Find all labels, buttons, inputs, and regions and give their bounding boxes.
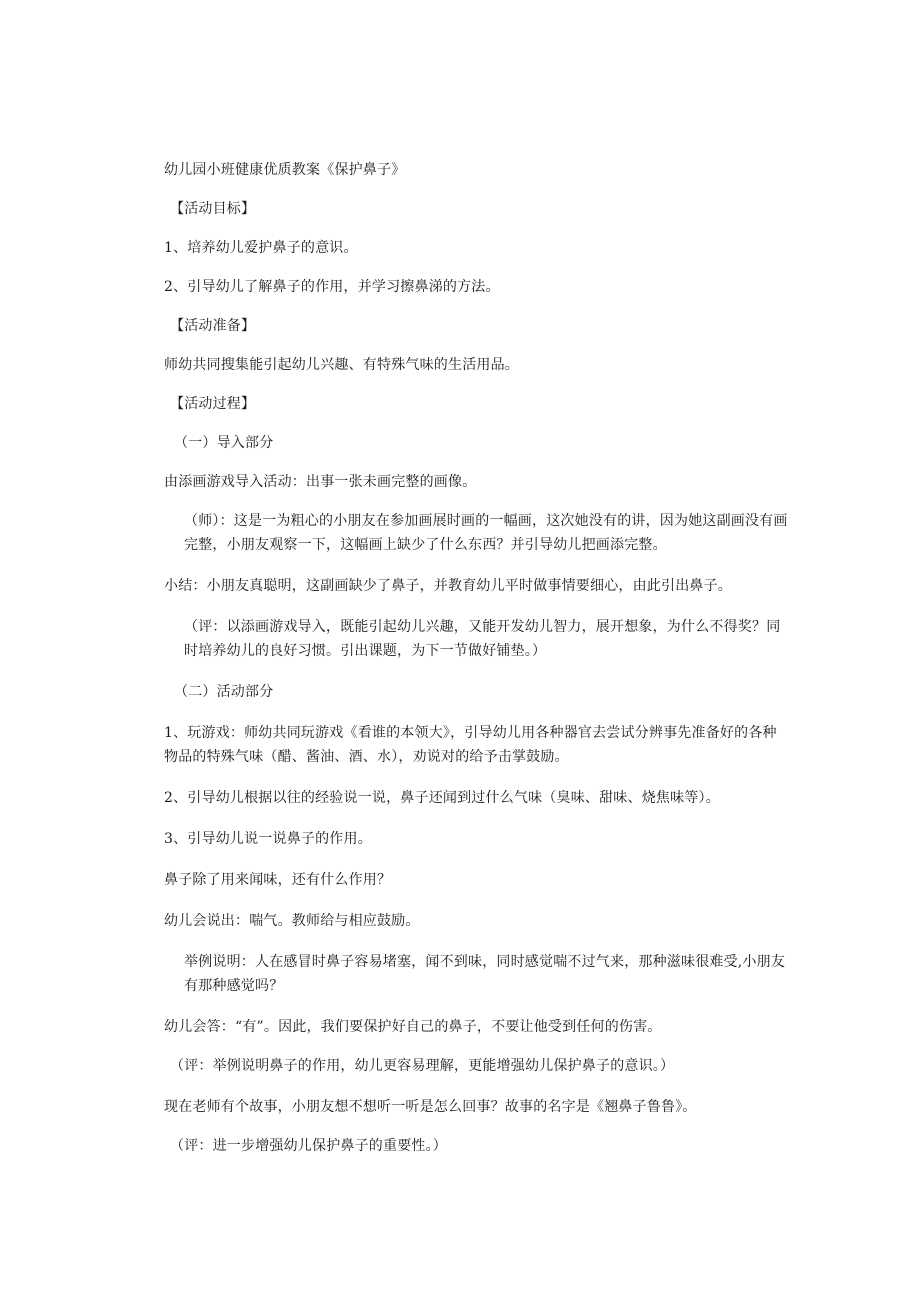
paragraph: 3、引导幼儿说一说鼻子的作用。 bbox=[164, 831, 372, 847]
subsection-activity: （二）活动部分 bbox=[174, 684, 274, 700]
preparation-text: 师幼共同搜集能引起幼儿兴趣、有特殊气味的生活用品。 bbox=[164, 357, 519, 373]
paragraph: 幼儿会答：“有”。因此，我们要保护好自己的鼻子，不要让他受到任何的伤害。 bbox=[164, 1019, 662, 1035]
section-heading-process: 【活动过程】 bbox=[170, 396, 256, 412]
comment-paragraph: （评：举例说明鼻子的作用，幼儿更容易理解，更能增强幼儿保护鼻子的意识。） bbox=[170, 1058, 675, 1074]
paragraph: 举例说明：人在感冒时鼻子容易堵塞，闻不到味，同时感觉喘不过气来，那种滋味很难受,小朋友有那种感觉吗？ bbox=[184, 954, 786, 994]
section-heading-objectives: 【活动目标】 bbox=[170, 201, 256, 217]
paragraph: 小结：小朋友真聪明，这副画缺少了鼻子，并教育幼儿平时做事情要细心，由此引出鼻子。 bbox=[164, 578, 732, 594]
paragraph: 2、引导幼儿根据以往的经验说一说，鼻子还闻到过什么气味（臭味、甜味、烧焦味等）。 bbox=[164, 790, 720, 806]
paragraph: 1、玩游戏：师幼共同玩游戏《看谁的本领大》，引导幼儿用各种器官去尝试分辨事先准备好的各种物品的特殊气味（醋、酱油、酒、水），劝说对的给予击掌鼓励。 bbox=[164, 725, 777, 765]
comment-paragraph: （评：以添画游戏导入，既能引起幼儿兴趣，又能开发幼儿智力，展开想象，为什么不得奖？同时培养幼儿的良好习惯。引出课题，为下一节做好铺垫。） bbox=[184, 619, 781, 659]
paragraph: （师）：这是一为粗心的小朋友在参加画展时画的一幅画，这次她没有的讲，因为她这副画没有画完整，小朋友观察一下，这幅画上缺少了什么东西？并引导幼儿把画添完整。 bbox=[184, 513, 788, 553]
paragraph: 由添画游戏导入活动：出事一张未画完整的画像。 bbox=[164, 474, 477, 490]
document-body bbox=[164, 158, 790, 1158]
comment-paragraph: （评：进一步增强幼儿保护鼻子的重要性。） bbox=[170, 1138, 447, 1154]
document-title: 幼儿园小班健康优质教案《保护鼻子》 bbox=[164, 162, 406, 178]
paragraph: 现在老师有个故事，小朋友想不想听一听是怎么回事？故事的名字是《翘鼻子鲁鲁》。 bbox=[164, 1099, 697, 1115]
subsection-intro: （一）导入部分 bbox=[174, 435, 274, 451]
objective-2: 2、引导幼儿了解鼻子的作用，并学习擦鼻涕的方法。 bbox=[164, 279, 500, 295]
objective-1: 1、培养幼儿爱护鼻子的意识。 bbox=[164, 240, 358, 256]
section-heading-preparation: 【活动准备】 bbox=[170, 318, 256, 334]
paragraph: 幼儿会说出：喘气。教师给与相应鼓励。 bbox=[164, 913, 420, 929]
paragraph: 鼻子除了用来闻味，还有什么作用？ bbox=[164, 872, 392, 888]
